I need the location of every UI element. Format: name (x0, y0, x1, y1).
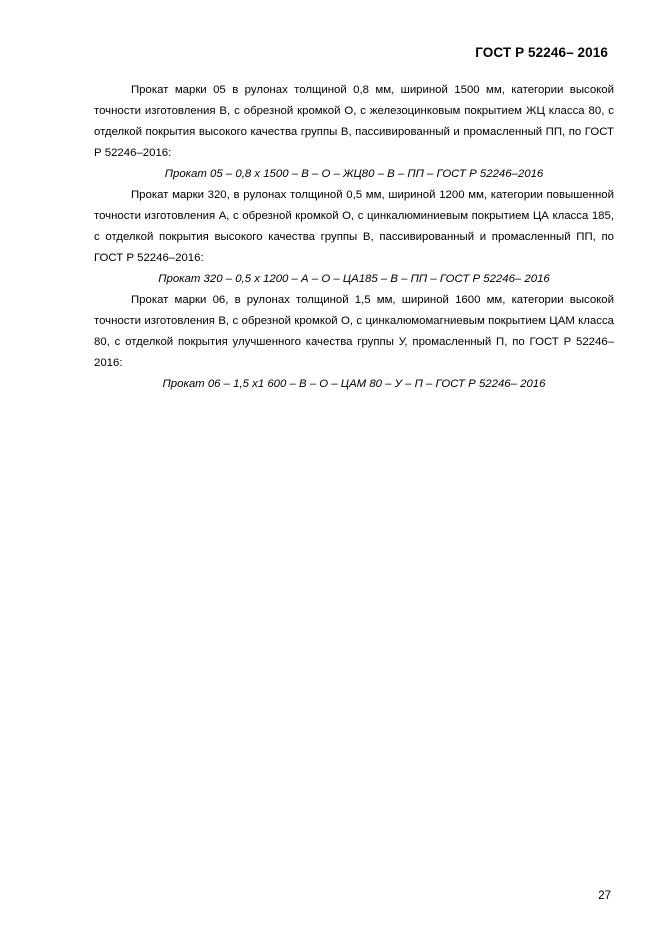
example-paragraph-2: Прокат марки 320, в рулонах толщиной 0,5 мм, шириной 1200 мм, категории повышенной точности изготовления А, с обрезной кромкой О, с цинкалюминиевым покрытием ЦА класса 185, с отделкой покрытия высокого качества группы В, пассивированный и промасленный ПП, по ГОСТ Р 52246–2016: (94, 189, 614, 264)
example-designation-2: Прокат 320 – 0,5 х 1200 – А – О – ЦА185 – В – ПП – ГОСТ Р 52246– 2016 (158, 273, 550, 285)
example-designation-3: Прокат 06 – 1,5 х1 600 – В – О – ЦАМ 80 – У – П – ГОСТ Р 52246– 2016 (162, 378, 546, 390)
example-paragraph-3: Прокат марки 06, в рулонах толщиной 1,5 мм, шириной 1600 мм, категории высокой точности изготовления В, с обрезной кромкой О, с цинкалюмомагниевым покрытием ЦАМ класса 80, с отделкой покрытия улучшенного качества группы У, промасленный П, по ГОСТ Р 52246–2016: (94, 294, 614, 369)
example-designation-1: Прокат 05 – 0,8 х 1500 – В – О – ЖЦ80 – В – ПП – ГОСТ Р 52246–2016 (164, 168, 544, 180)
page-number: 27 (598, 890, 611, 902)
document-header: ГОСТ Р 52246– 2016 (475, 45, 608, 60)
example-paragraph-1: Прокат марки 05 в рулонах толщиной 0,8 мм, шириной 1500 мм, категории высокой точности изготовления В, с обрезной кромкой О, с железоцинковым покрытием ЖЦ класса 80, с отделкой покрытия высокого качества группы В, пассивированный и промасленный ПП, по ГОСТ Р 52246–2016: (94, 84, 614, 159)
document-body (94, 80, 614, 395)
